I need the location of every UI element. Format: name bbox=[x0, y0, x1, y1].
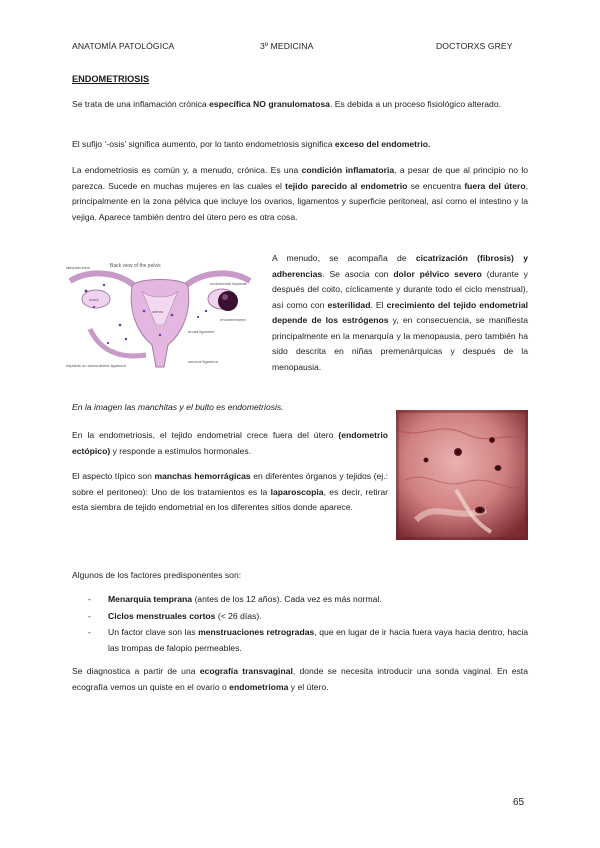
left-fallopian-tube bbox=[70, 273, 138, 289]
label-fallopian: fallopian tube bbox=[66, 265, 90, 270]
label-ovary-left: ovary bbox=[89, 297, 99, 302]
hemorrhagic-spot-3 bbox=[495, 465, 502, 471]
paragraph-diagnosis: Se diagnostica a partir de una ecografía transvaginal, donde se necesita introducir una sonda vaginal. En esta ecografía vemos un quiste en el ovario o endometrioma y el útero. bbox=[72, 666, 528, 692]
label-ovary-top: ovary bbox=[218, 271, 228, 276]
diagram-title: Back view of the pelvis bbox=[110, 263, 161, 269]
paragraph-definition: Se trata de una inflamación crónica específica NO granulomatosa. Es debida a un proceso fisiológico alterado. bbox=[72, 99, 501, 109]
laparoscopy-photo bbox=[396, 410, 528, 540]
label-sacral: implants on sacrouterine ligament bbox=[66, 363, 126, 368]
pelvis-diagram bbox=[60, 255, 260, 379]
page-number: 65 bbox=[513, 797, 525, 808]
tissue-background bbox=[396, 410, 528, 540]
hemorrhagic-spot-4 bbox=[475, 507, 485, 514]
label-uterus: uterus bbox=[152, 309, 164, 314]
endometrioma-cyst bbox=[218, 291, 238, 311]
laparoscopy-photo-svg bbox=[396, 410, 528, 540]
label-broad: broad ligament bbox=[188, 329, 215, 334]
factors-intro: Algunos de los factores predisponentes son: bbox=[72, 570, 242, 580]
endometrioma-highlight bbox=[222, 294, 228, 300]
factors-list bbox=[72, 592, 528, 657]
hemorrhagic-spot-1 bbox=[454, 448, 462, 456]
header-subject: ANATOMÍA PATOLÓGICA bbox=[72, 41, 175, 51]
paragraph-suffix: El sufijo ‘-osis’ significa aumento, por lo tanto endometriosis significa exceso del endometrio. bbox=[72, 139, 431, 149]
header-author: DOCTORXS GREY bbox=[436, 41, 513, 51]
sacrouterine-ligament bbox=[90, 329, 146, 356]
factor-item: - Ciclos menstruales cortos (< 26 días). bbox=[88, 610, 262, 621]
section-title: ENDOMETRIOSIS bbox=[72, 74, 150, 84]
pelvis-diagram-svg bbox=[60, 255, 260, 379]
paragraph-fibrosis: A menudo, se acompaña de cicatrización (fibrosis) y adherencias. Se asocia con dolor pélvico severo (durante y después del coito, cíclicamente y durante todo el ciclo menstrual), así como con esterilidad. El crecimiento del tejido endometrial depende de los estrógenos y, en consecuencia, se manifiesta principalmente en la menarquía y la menopausia, pero también ha sido descrita en niñas premenárquicas y después de la menopausia. bbox=[272, 253, 528, 372]
header-course: 3º MEDICINA bbox=[260, 41, 314, 51]
hemorrhagic-spot-2 bbox=[489, 437, 495, 443]
label-endometrioma: endometrioma bbox=[220, 317, 246, 322]
paragraph-ectopic: En la endometriosis, el tejido endometrial crece fuera del útero (endometrio ectópico) y responde a estímulos hormonales. bbox=[72, 430, 388, 456]
factor-item: - Un factor clave son las menstruaciones retrogradas, que en lugar de ir hacia fuera vaya hacia dentro, hacia las trompas de falopio permeables. bbox=[88, 627, 529, 653]
label-cervix: cervical ligament bbox=[188, 359, 218, 364]
paragraph-common: La endometriosis es común y, a menudo, crónica. Es una condición inflamatoria, a pesar de que al principio no lo parezca. Sucede en muchas mujeres en las cuales el tejido parecido al endometrio se encuentra fuera del útero, principalmente en la zona pélvica que incluye los ovarios, ligamentos y superficie peritoneal, así como el intestino y la vejiga. Aparece también dentro del útero pero es otra cosa. bbox=[72, 165, 529, 222]
label-implants: endometrial implants bbox=[210, 281, 247, 286]
factor-item: - Menarquia temprana (antes de los 12 años). Cada vez es más normal. bbox=[88, 594, 382, 604]
paragraph-aspect: El aspecto típico son manchas hemorrágicas en diferentes órganos y tejidos (ej.: sobre el peritoneo): Uno de los tratamientos es la laparoscopia, es decir, retirar esta siembra de tejido endometrial en los diferentes sitios donde aparece. bbox=[72, 471, 388, 512]
image-caption: En la imagen las manchitas y el bulto es endometriosis. bbox=[72, 402, 284, 412]
hemorrhagic-spot-5 bbox=[424, 458, 429, 463]
